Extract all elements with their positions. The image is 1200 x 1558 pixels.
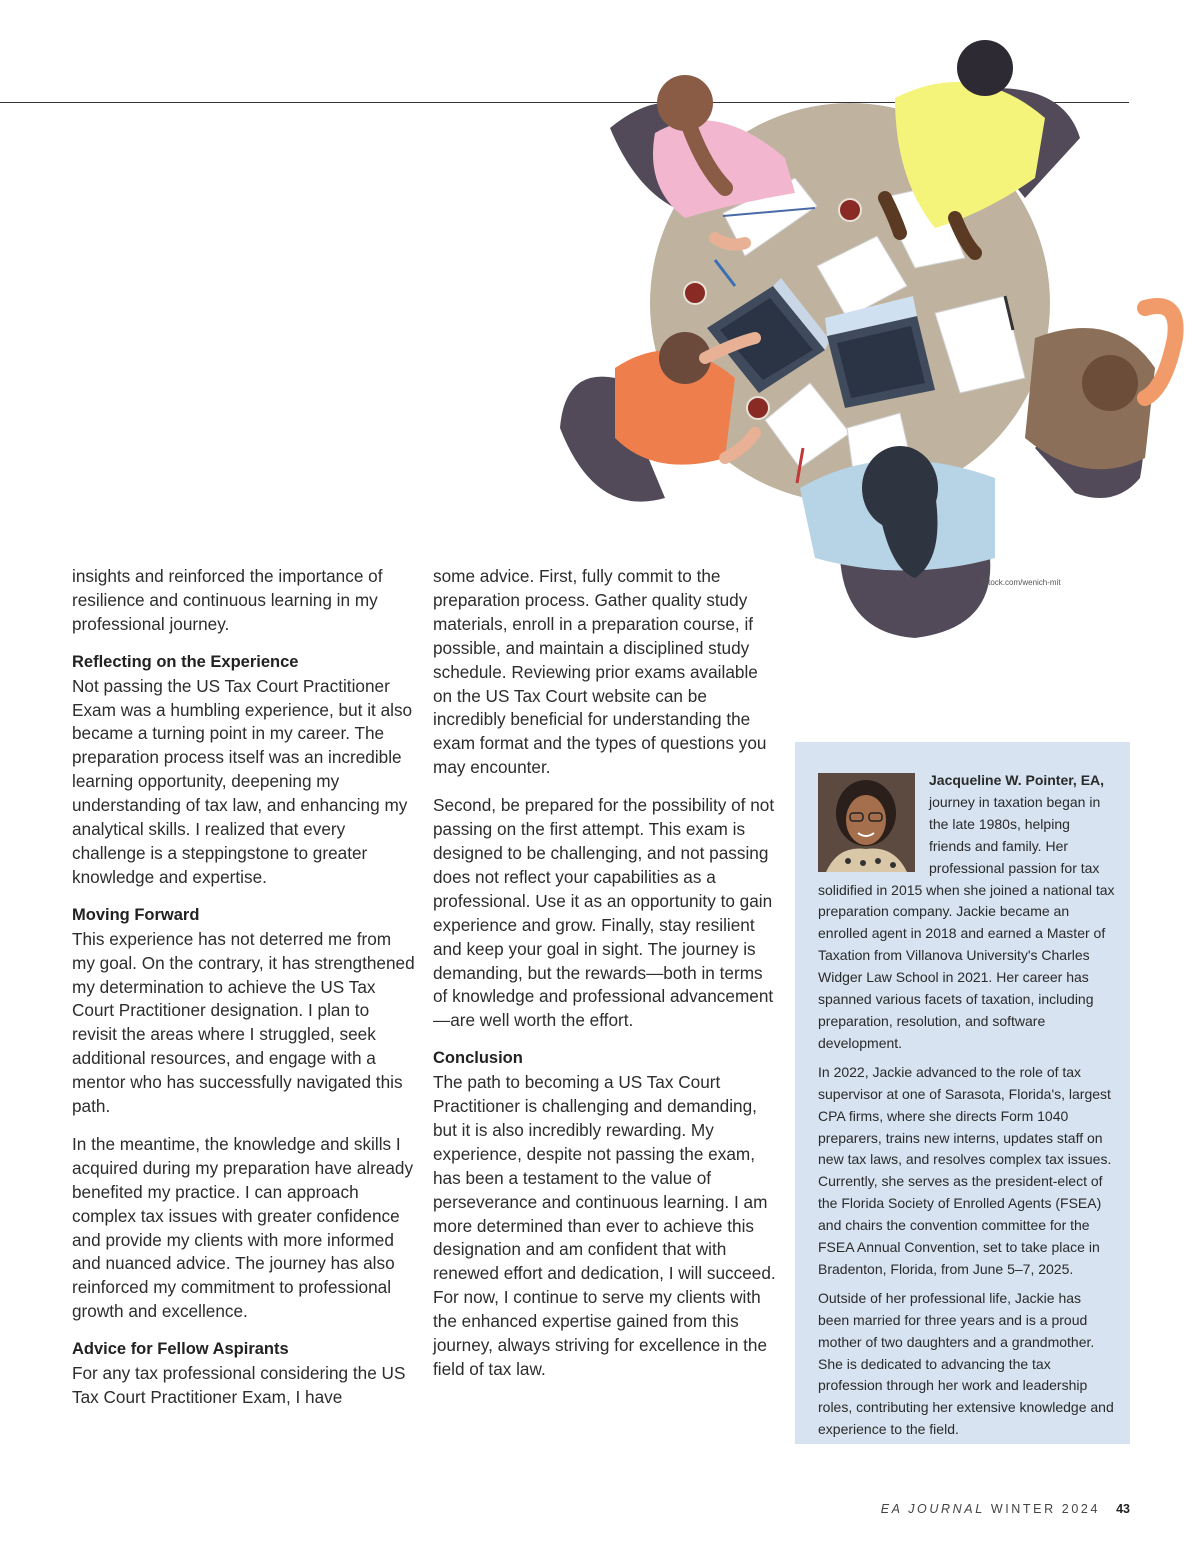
paragraph: For any tax professional considering the US Tax Court Practitioner Exam, I have [72, 1363, 406, 1407]
issue-label: WINTER 2024 [990, 1502, 1101, 1516]
bio-paragraph-3: Outside of her professional life, Jackie has been married for three years and is a proud mother of two daughters and a grandmother. She is dedicated to advancing the tax profession through her work and leadership roles, contributing her extensive knowledge and experience to the field. [818, 1289, 1114, 1438]
journal-name: EA JOURNAL [880, 1502, 985, 1516]
bio-text: journey in taxation began in the late 1980s, helping friends and family. Her professional passion for tax solidified in 2015 when she joined a national tax preparation company. Jackie became an enrolled agent in 2018 and earned a Master of Taxation from Villanova University's Charles Widger Law School in 2021. Her career has spanned various facets of taxation, including preparation, resolution, and software development. [818, 793, 1115, 1051]
author-name: Jacqueline W. Pointer, EA, [929, 772, 1105, 788]
section-heading-moving-forward: Moving Forward [72, 905, 200, 924]
section-heading-conclusion: Conclusion [433, 1049, 523, 1068]
page-number: 43 [1116, 1502, 1130, 1516]
author-portrait-icon [818, 773, 915, 872]
bio-paragraph-2: In 2022, Jackie advanced to the role of tax supervisor at one of Sarasota, Florida's, largest CPA firms, where she directs Form 1040 preparers, trains new interns, updates staff on new tax laws, and resolves complex tax issues. Currently, she serves as the president-elect of the Florida Society of Enrolled Agents (FSEA) and chairs the convention committee for the FSEA Annual Convention, set to take place in Bradenton, Florida, from June 5–7, 2025. [818, 1063, 1112, 1277]
section-heading-reflecting: Reflecting on the Experience [72, 652, 299, 671]
study-group-illustration [555, 38, 1185, 638]
paragraph: Second, be prepared for the possibility of not passing on the first attempt. This exam is designed to be challenging, and not passing does not reflect your capabilities as a professional. Use it as an opportunity to gain experience and grow. Finally, stay resilient and keep your goal in sight. The journey is demanding, but the rewards—both in terms of knowledge and professional advancement—are well worth the effort. [433, 795, 775, 1031]
image-credit: iStock.com/wenich-mit [981, 578, 1061, 587]
author-photo [818, 773, 915, 872]
paragraph: some advice. First, fully commit to the preparation process. Gather quality study materials, enroll in a preparation course, if possible, and maintain a disciplined study schedule. Reviewing prior exams available on the US Tax Court website can be incredibly beneficial for understanding the exam format and the types of questions you may encounter. [433, 566, 767, 778]
paragraph: insights and reinforced the importance of resilience and continuous learning in my professional journey. [72, 566, 383, 634]
paragraph: Not passing the US Tax Court Practitioner Exam was a humbling experience, but it also became a turning point in my career. The preparation process itself was an incredible learning opportunity, deepening my understanding of tax law, and enhancing my analytical skills. I realized that every challenge is a steppingstone to greater knowledge and expertise. [72, 675, 413, 887]
paragraph: The path to becoming a US Tax Court Practitioner is challenging and demanding, but it is also incredibly rewarding. My experience, despite not passing the exam, has been a testament to the value of perseverance and continuous learning. I am more determined than ever to achieve this designation and am confident that with renewed effort and dedication, I will succeed. For now, I continue to serve my clients with the enhanced expertise gained from this journey, always striving for excellence in the field of tax law. [433, 1072, 776, 1379]
author-bio-sidebar [795, 742, 1130, 1444]
paragraph: In the meantime, the knowledge and skills I acquired during my preparation have already benefited my practice. I can approach complex tax issues with greater confidence and provide my clients with more informed and nuanced advice. The journey has also reinforced my commitment to professional growth and excellence. [72, 1133, 414, 1322]
paragraph: This experience has not deterred me from my goal. On the contrary, it has strengthened my determination to achieve the US Tax Court Practitioner designation. I plan to revisit the areas where I struggled, seek additional resources, and engage with a mentor who has successfully navigated this path. [72, 928, 415, 1117]
article-column-1 [72, 565, 417, 1424]
article-column-2 [433, 565, 778, 1396]
section-heading-advice: Advice for Fellow Aspirants [72, 1340, 289, 1359]
page-footer [881, 1502, 1130, 1516]
